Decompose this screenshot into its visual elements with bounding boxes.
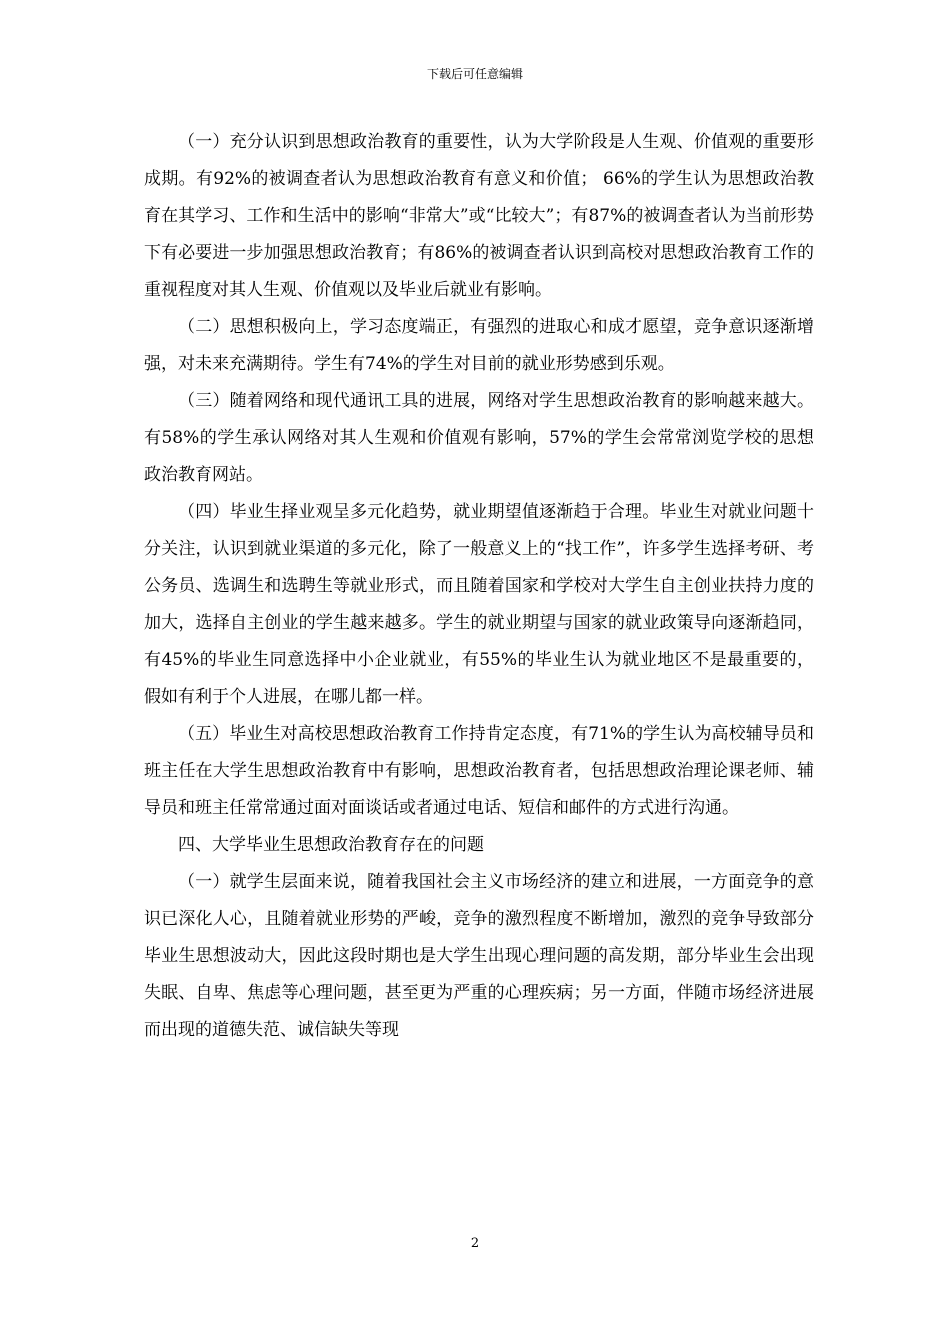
paragraph-4: （四）毕业生择业观呈多元化趋势，就业期望值逐渐趋于合理。毕业生对就业问题十分关注，认识到就业渠道的多元化，除了一般意义上的“找工作”，许多学生选择考研、考公务员、选调生和选聘生等就业形式，而且随着国家和学校对大学生自主创业扶持力度的加大，选择自主创业的学生越来越多。学生的就业期望与国家的就业政策导向逐渐趋同，有45%的毕业生同意选择中小企业就业，有55%的毕业生认为就业地区不是最重要的，假如有利于个人进展，在哪儿都一样。 [144, 502, 814, 707]
paragraph-2: （二）思想积极向上，学习态度端正，有强烈的进取心和成才愿望，竞争意识逐渐增强，对未来充满期待。学生有74%的学生对目前的就业形势感到乐观。 [144, 317, 814, 374]
paragraph-3: （三）随着网络和现代通讯工具的进展，网络对学生思想政治教育的影响越来越大。有58%的学生承认网络对其人生观和价值观有影响，57%的学生会常常浏览学校的思想政治教育网站。 [144, 391, 814, 485]
paragraph-1: （一）充分认识到思想政治教育的重要性，认为大学阶段是人生观、价值观的重要形成期。有92%的被调查者认为思想政治教育有意义和价值； 66%的学生认为思想政治教育在其学习、工作和生活中的影响“非常大”或“比较大”；有87%的被调查者认为当前形势下有必要进一步加强思想政治教育；有86%的被调查者认识到高校对思想政治教育工作的重视程度对其人生观、价值观以及毕业后就业有影响。 [144, 132, 814, 300]
section-heading: 四、大学毕业生思想政治教育存在的问题 [178, 835, 484, 855]
paragraph-6: （一）就学生层面来说，随着我国社会主义市场经济的建立和进展，一方面竞争的意识已深化人心，且随着就业形势的严峻，竞争的激烈程度不断增加，激烈的竞争导致部分毕业生思想波动大，因此这段时期也是大学生出现心理问题的高发期，部分毕业生会出现失眠、自卑、焦虑等心理问题，甚至更为严重的心理疾病；另一方面，伴随市场经济进展而出现的道德失范、诚信缺失等现 [144, 872, 814, 1040]
document-body [144, 124, 814, 1049]
page-number: 2 [470, 1236, 480, 1251]
page-header: 下载后可任意编辑 [426, 67, 523, 81]
paragraph-5: （五）毕业生对高校思想政治教育工作持肯定态度，有71%的学生认为高校辅导员和班主任在大学生思想政治教育中有影响，思想政治教育者，包括思想政治理论课老师、辅导员和班主任常常通过面对面谈话或者通过电话、短信和邮件的方式进行沟通。 [144, 724, 814, 818]
